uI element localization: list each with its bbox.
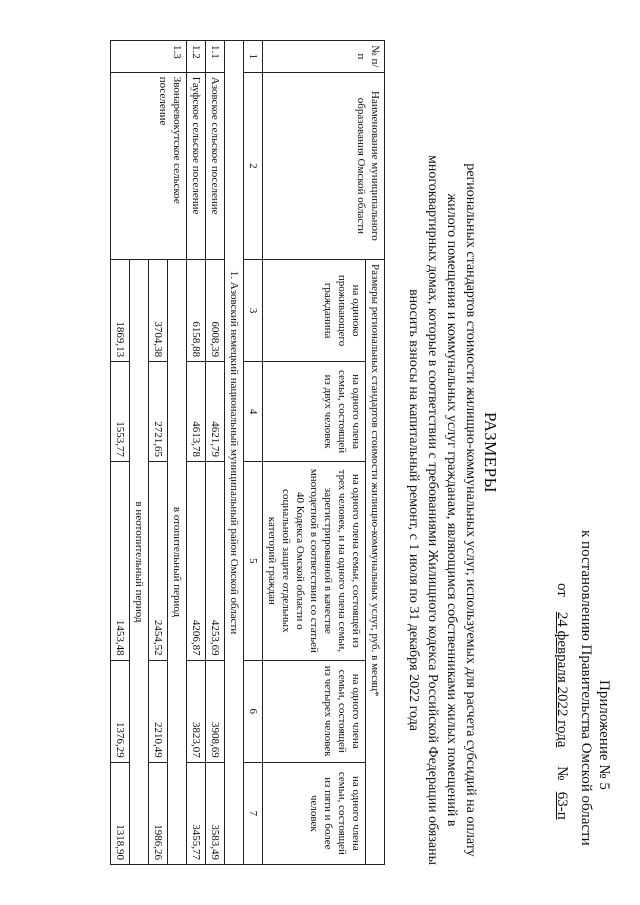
decree-date: 24 февраля 2022 года [554, 611, 570, 748]
cell-value: 4621,79 [206, 362, 225, 462]
number-prefix: № [554, 766, 570, 781]
cell-value: 4613,78 [187, 362, 206, 462]
header-num: № п/п [263, 41, 385, 73]
cell-value: 2721,65 [149, 362, 168, 462]
cell-value: 2454,52 [149, 462, 168, 661]
cell-value: 3455,77 [187, 762, 206, 864]
cell-value: 1869,13 [111, 260, 130, 362]
standards-table [110, 40, 385, 865]
section-title: 1. Азовский немецкий национальный муниципальный район Омской области [225, 41, 244, 865]
col-number: 1 [244, 41, 263, 73]
date-prefix: от [554, 583, 570, 597]
col-number: 3 [244, 260, 263, 362]
cell-value: 6158,88 [187, 260, 206, 362]
section-row [225, 41, 244, 865]
table-row [206, 41, 225, 865]
cell-value: 3704,38 [149, 260, 168, 362]
cell-value: 1453,48 [111, 462, 130, 661]
cell-value: 1376,29 [111, 660, 130, 762]
header-group: Размеры региональных стандартов стоимости жилищно-коммунальных услуг, руб. в месяц* [366, 260, 385, 865]
col-number: 6 [244, 660, 263, 762]
decree-number: 63-п [554, 791, 570, 820]
row-name: Звонаревокутское сельское поселение [111, 72, 187, 259]
header-col-5: на одного члена семьи, состоящей из трех человек, и на одного члена семьи, зарегистрированной в качестве многодетной в соответствии со статьей 40 Кодекса Омской области о социальной защите отдельных категорий граждан [263, 462, 366, 661]
row-num: 1.3 [111, 41, 187, 73]
decree-reference: к постановлению Правительства Омской области [578, 530, 594, 846]
column-number-row [244, 41, 263, 865]
cell-value: 3583,49 [206, 762, 225, 864]
document-title: РАЗМЕРЫ [481, 412, 500, 493]
header-col-7: на одного члена семьи, состоящей из пяти и более человек [263, 762, 366, 864]
cell-value: 2210,49 [149, 660, 168, 762]
appendix-label: Приложение № 5 [596, 680, 612, 790]
header-col-6: на одного члена семьи, состоящей из четырех человек [263, 660, 366, 762]
header-col-4: на одного члена семьи, состоящей из двух человек [263, 362, 366, 462]
table-row [187, 41, 206, 865]
col-number: 2 [244, 72, 263, 259]
cell-value: 1553,77 [111, 362, 130, 462]
col-number: 5 [244, 462, 263, 661]
col-number: 7 [244, 762, 263, 864]
col-number: 4 [244, 362, 263, 462]
cell-value: 6008,39 [206, 260, 225, 362]
row-name: Азовское сельское поселение [206, 72, 225, 259]
cell-value: 1318,90 [111, 762, 130, 864]
cell-value: 4206,87 [187, 462, 206, 661]
cell-value: 3823,07 [187, 660, 206, 762]
table-header-row [366, 41, 385, 865]
header-name: Наименование муниципального образования Омской области [263, 72, 385, 259]
cell-value: 3908,69 [206, 660, 225, 762]
cell-value: 4253,69 [206, 462, 225, 661]
table-row [168, 41, 187, 865]
row-num: 1.1 [206, 41, 225, 73]
row-name: Гауфское сельское поселение [187, 72, 206, 259]
period-heating: в отопительный период [168, 260, 187, 865]
period-nonheating: в неотопительный период [130, 260, 149, 865]
header-col-3: на одиноко проживающего гражданина [263, 260, 366, 362]
cell-value: 1986,26 [149, 762, 168, 864]
decree-date-line [553, 583, 570, 820]
document-subtitle: региональных стандартов стоимости жилищно-коммунальных услуг, используемых для расчета субсидий на оплату жилого помещения и коммунальных услуг гражданам, являющимся собственниками жилых помещений в многоквартирных домах, которые в соответствии с требованиями Жилищного кодекса Российской Федерации обязаны вносить взносы на капитальный ремонт, с 1 июля по 31 декабря 2022 года [406, 154, 478, 865]
row-num: 1.2 [187, 41, 206, 73]
